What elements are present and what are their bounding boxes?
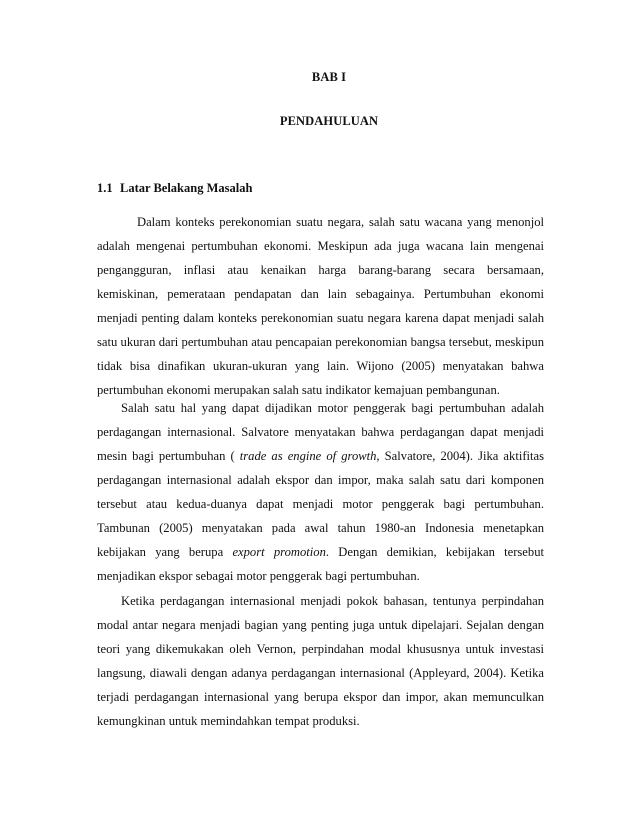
paragraph-2-text-c: . Dengan demikian, kebijakan tersebut menjadikan ekspor sebagai motor penggerak bagi pertumbuhan. xyxy=(97,545,544,583)
chapter-number: BAB I xyxy=(311,70,347,84)
section-title: Latar Belakang Masalah xyxy=(120,181,253,195)
paragraph-2-text-b: Salvatore, 2004). Jika aktifitas perdagangan internasional adalah ekspor dan impor, maka salah satu dari komponen tersebut atau kedua-duanya dapat menjadi motor penggerak bagi pertumbuhan. Tambunan (2005) menyatakan pada awal tahun 1980-an Indonesia menetapkan kebijakan yang berupa xyxy=(97,449,545,559)
paragraph-2-emphasis-2: export promotion xyxy=(232,545,326,559)
paragraph-2-text-a: Salah satu hal yang dapat dijadikan motor penggerak bagi pertumbuhan adalah perdagangan internasional. Salvatore menyatakan bahwa perdagangan dapat menjadi mesin bagi pertumbuhan ( xyxy=(97,401,544,463)
paragraph-2-emphasis-1: trade as engine of growth, xyxy=(239,449,380,463)
chapter-title: PENDAHULUAN xyxy=(279,114,379,128)
section-number: 1.1 xyxy=(97,181,113,195)
paragraph-2 xyxy=(97,396,544,588)
section-heading xyxy=(97,181,252,196)
paragraph-3: Ketika perdagangan internasional menjadi pokok bahasan, tentunya perpindahan modal antar negara menjadi bagian yang penting juga untuk dipelajari. Sejalan dengan teori yang dikemukakan oleh Vernon, perpindahan modal khususnya untuk investasi langsung, diawali dengan adanya perdagangan internasional (Appleyard, 2004). Ketika terjadi perdagangan internasional yang berupa ekspor dan impor, akan memunculkan kemungkinan untuk memindahkan tempat produksi. xyxy=(97,594,544,728)
paragraph-1: Dalam konteks perekonomian suatu negara, salah satu wacana yang menonjol adalah mengenai pertumbuhan ekonomi. Meskipun ada juga wacana lain mengenai pengangguran, inflasi atau kenaikan harga barang-barang secara bersamaan, kemiskinan, pemerataan pendapatan dan lain sebagainya. Pertumbuhan ekonomi menjadi penting dalam konteks perekonomian suatu negara karena dapat menjadi salah satu ukuran dari pertumbuhan atau pencapaian perekonomian bangsa tersebut, meskipun tidak bisa dinafikan ukuran-ukuran yang lain. Wijono (2005) menyatakan bahwa pertumbuhan ekonomi merupakan salah satu indikator kemajuan pembangunan. xyxy=(97,215,544,397)
